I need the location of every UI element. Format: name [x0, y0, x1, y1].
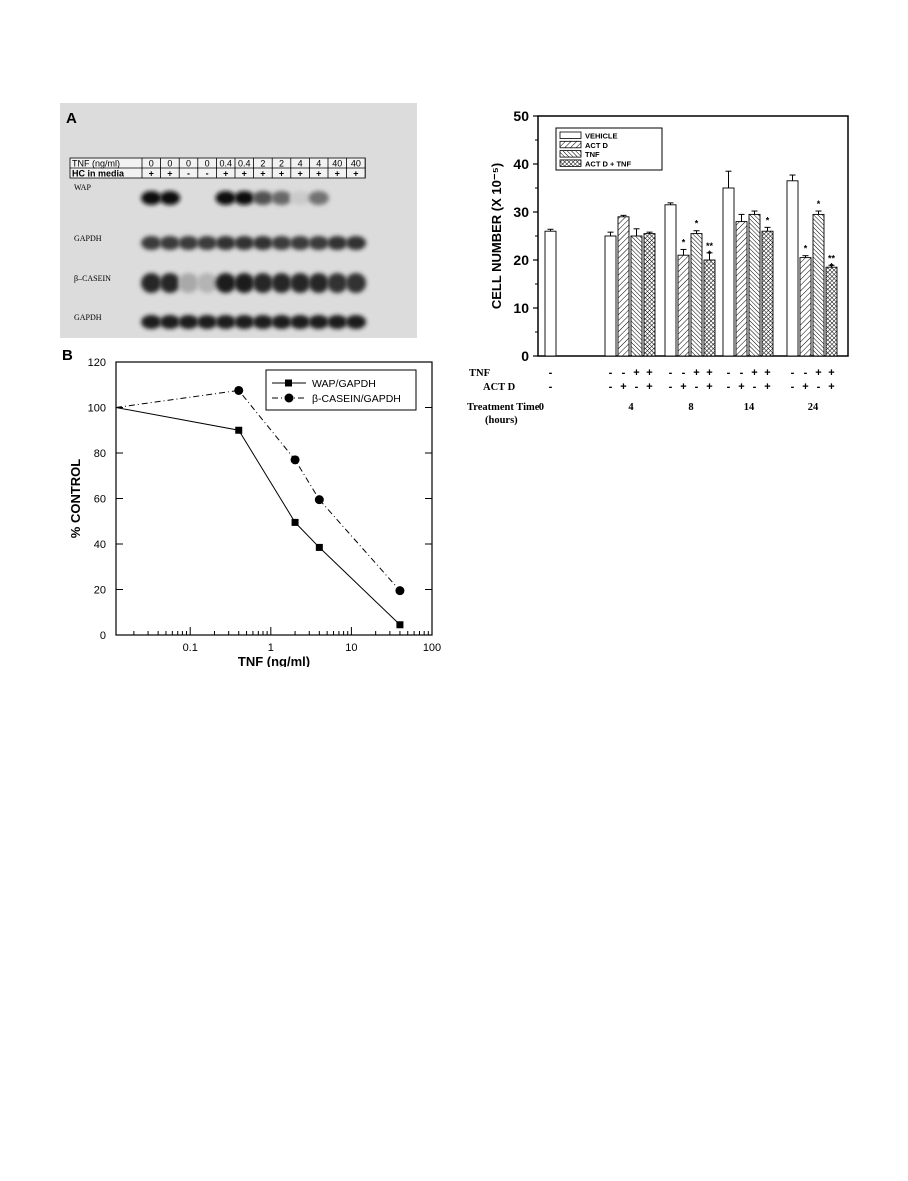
tnf-sign: - [621, 367, 626, 379]
tnf-sign: - [790, 367, 795, 379]
blot-band [271, 315, 291, 329]
blot-band [327, 273, 347, 293]
blot-band [178, 273, 198, 293]
header-cell: + [353, 168, 359, 179]
y-tick-label: 20 [513, 252, 529, 268]
blot-band [215, 236, 235, 250]
tnf-sign: + [751, 367, 758, 379]
actd-sign: - [694, 381, 699, 393]
blot-band [215, 273, 235, 293]
blot-band [178, 236, 198, 250]
data-point-circle [291, 455, 300, 464]
dose-response-svg [60, 340, 449, 667]
header-cell: + [278, 168, 285, 179]
tnf-sign: - [726, 367, 731, 379]
legend-marker [285, 394, 294, 403]
bar [665, 205, 676, 356]
tnf-sign: + [706, 367, 713, 379]
tnf-sign: + [693, 367, 700, 379]
blot-band [215, 191, 235, 205]
actd-sign: + [646, 381, 653, 393]
blot-band [308, 315, 328, 329]
blot-band [234, 191, 254, 205]
legend-label: VEHICLE [585, 131, 618, 141]
tnf-sign: - [681, 367, 686, 379]
blot-band [308, 273, 328, 293]
legend-label: ACT D + TNF [585, 159, 632, 169]
blot-band [290, 191, 310, 205]
blot-band [290, 273, 310, 293]
actd-sign: - [726, 381, 731, 393]
bar [691, 234, 702, 356]
blot-band [290, 236, 310, 250]
header-row-label: HC in media [72, 168, 125, 179]
significance-mark: * [707, 248, 712, 259]
data-point-circle [315, 495, 324, 504]
x-axis-title: TNF (ng/ml) [237, 654, 311, 667]
y-tick-label: 10 [513, 300, 529, 316]
header-cell: + [241, 168, 247, 179]
blot-label: GAPDH [74, 234, 102, 243]
tnf-sign: - [608, 367, 613, 379]
header-cell: + [297, 168, 303, 179]
actd-sign: - [816, 381, 821, 393]
significance-mark: * [765, 215, 770, 226]
bar [736, 222, 747, 356]
data-point-square [396, 621, 403, 628]
bar [723, 188, 734, 356]
bar [631, 236, 642, 356]
header-cell: 2 [260, 158, 266, 169]
actd-row-label: ACT D [483, 382, 516, 393]
blot-band [327, 236, 347, 250]
tnf-sign: - [803, 367, 808, 379]
bar [644, 234, 655, 356]
header-cell: + [260, 168, 266, 179]
significance-mark: ** [827, 253, 836, 264]
header-cell: 40 [332, 158, 343, 169]
header-cell: 40 [350, 158, 361, 169]
header-cell: 2 [278, 158, 285, 169]
blot-label: GAPDH [74, 313, 102, 322]
blot-band [160, 236, 180, 250]
actd-sign: + [764, 381, 771, 393]
header-cell: 0 [167, 158, 173, 169]
actd-sign: - [608, 381, 613, 393]
actd-sign: - [790, 381, 795, 393]
legend-marker [285, 380, 292, 387]
legend-swatch [560, 151, 581, 158]
bar [704, 260, 715, 356]
header-cell: 0.4 [238, 158, 251, 169]
time-label: 24 [807, 402, 819, 413]
blot-label: β–CASEIN [74, 274, 111, 283]
significance-mark: * [694, 218, 699, 229]
blot-band [271, 273, 291, 293]
y-axis-title: % CONTROL [68, 458, 83, 539]
significance-mark: * [829, 261, 834, 272]
y-tick-label: 20 [93, 584, 106, 597]
x-tick-label: 100 [422, 642, 442, 654]
header-row-label: TNF (ng/ml) [72, 158, 120, 169]
blot-band [308, 236, 328, 250]
bar [605, 236, 616, 356]
panel-letter-b: B [62, 347, 73, 364]
cell-number-bar-chart [465, 100, 865, 430]
series-line [116, 408, 400, 625]
blot-band [253, 236, 273, 250]
actd-sign: + [828, 381, 835, 393]
blot-band [215, 315, 235, 329]
bar [618, 217, 629, 356]
cell-number-svg [465, 100, 865, 430]
y-tick-label: 80 [93, 448, 106, 460]
blot-label: WAP [74, 183, 91, 192]
data-point-square [292, 519, 299, 526]
data-point-circle [234, 386, 243, 395]
bar [787, 181, 798, 356]
actd-sign: - [752, 381, 757, 393]
y-tick-label: 100 [87, 402, 106, 415]
tnf-sign: + [633, 367, 640, 379]
tnf-sign: + [828, 367, 835, 379]
tnf-sign: + [646, 367, 653, 379]
legend-label: WAP/GAPDH [312, 378, 376, 390]
bar [545, 231, 556, 356]
blot-band [197, 315, 217, 329]
significance-mark: * [816, 199, 821, 210]
y-axis-title: CELL NUMBER (X 10⁻⁵) [489, 162, 504, 310]
blot-band [346, 315, 366, 329]
tnf-sign: - [739, 367, 744, 379]
hours-row-label: (hours) [485, 415, 518, 426]
blot-band [234, 315, 254, 329]
blot-band [160, 273, 180, 293]
tnf-sign: + [815, 367, 822, 379]
y-tick-label: 0 [99, 630, 106, 642]
legend-swatch [560, 141, 581, 148]
actd-sign: - [668, 381, 673, 393]
header-cell: 4 [316, 158, 322, 169]
blot-band [253, 191, 273, 205]
blot-band [253, 273, 273, 293]
blot-band [253, 315, 273, 329]
y-tick-label: 30 [513, 204, 529, 220]
blot-band [271, 191, 291, 205]
blot-band [327, 315, 347, 329]
blot-band [141, 236, 161, 250]
blot-band [290, 315, 310, 329]
time-row-label: Treatment Time [467, 402, 540, 413]
y-tick-label: 40 [93, 539, 106, 551]
dose-response-chart [60, 340, 449, 667]
time-label: 4 [628, 402, 634, 413]
y-tick-label: 0 [521, 348, 529, 364]
blot-band [141, 273, 161, 293]
y-tick-label: 40 [513, 156, 529, 172]
time-label: 8 [688, 402, 694, 413]
actd-sign: + [738, 381, 745, 393]
blot-band [160, 191, 180, 205]
header-cell: + [334, 168, 340, 179]
actd-sign: + [802, 381, 809, 393]
x-tick-label: 10 [345, 642, 358, 654]
bar [749, 214, 760, 356]
legend-swatch [560, 132, 581, 139]
tnf-row-label: TNF [469, 368, 490, 379]
time-label: 14 [743, 402, 755, 413]
legend-label: ACT D [585, 140, 608, 150]
time-label: 0 [538, 402, 544, 413]
header-cell: + [223, 168, 229, 179]
header-cell: 0 [185, 158, 192, 169]
header-cell: 0 [204, 158, 210, 169]
legend-label: β-CASEIN/GAPDH [312, 393, 401, 405]
blot-band [346, 273, 366, 293]
blot-band [308, 191, 328, 205]
blot-band [141, 315, 161, 329]
northern-blot-panel [60, 103, 417, 338]
significance-mark: ** [705, 240, 714, 251]
legend-label: TNF [585, 150, 600, 160]
actd-sign: - [634, 381, 639, 393]
blot-band [271, 236, 291, 250]
blot-band [234, 236, 254, 250]
y-tick-label: 120 [87, 357, 106, 369]
blot-figure [60, 103, 417, 338]
actd-sign: + [706, 381, 713, 393]
data-point-square [316, 544, 323, 551]
bar [678, 255, 689, 356]
tnf-sign: - [668, 367, 673, 379]
actd-sign: + [680, 381, 687, 393]
tnf-sign: - [548, 367, 553, 379]
header-cell: + [167, 168, 173, 179]
y-tick-label: 50 [513, 108, 529, 124]
bar [800, 258, 811, 356]
bar [762, 231, 773, 356]
blot-band [234, 273, 254, 293]
x-tick-label: 0.1 [182, 642, 198, 654]
blot-band [160, 315, 180, 329]
bar [826, 267, 837, 356]
header-cell: 0 [148, 158, 154, 169]
tnf-sign: + [764, 367, 771, 379]
header-cell: + [148, 168, 154, 179]
data-point-circle [395, 586, 404, 595]
actd-sign: - [548, 381, 553, 393]
series-line [116, 390, 400, 590]
header-cell: 4 [297, 158, 303, 169]
significance-mark: * [681, 237, 686, 248]
blot-band [197, 236, 217, 250]
data-point-square [235, 427, 242, 434]
header-cell: 0.4 [219, 158, 232, 169]
blot-band [346, 236, 366, 250]
legend-swatch [560, 160, 581, 167]
x-tick-label: 1 [267, 642, 274, 654]
blot-band [178, 315, 198, 329]
significance-mark: * [803, 243, 808, 254]
header-cell: - [205, 168, 209, 179]
panel-letter-a: A [66, 110, 77, 127]
bar [813, 214, 824, 356]
blot-band [141, 191, 161, 205]
header-cell: + [316, 168, 322, 179]
blot-band [197, 273, 217, 293]
actd-sign: + [620, 381, 627, 393]
y-tick-label: 60 [93, 493, 106, 506]
header-cell: - [187, 168, 190, 179]
